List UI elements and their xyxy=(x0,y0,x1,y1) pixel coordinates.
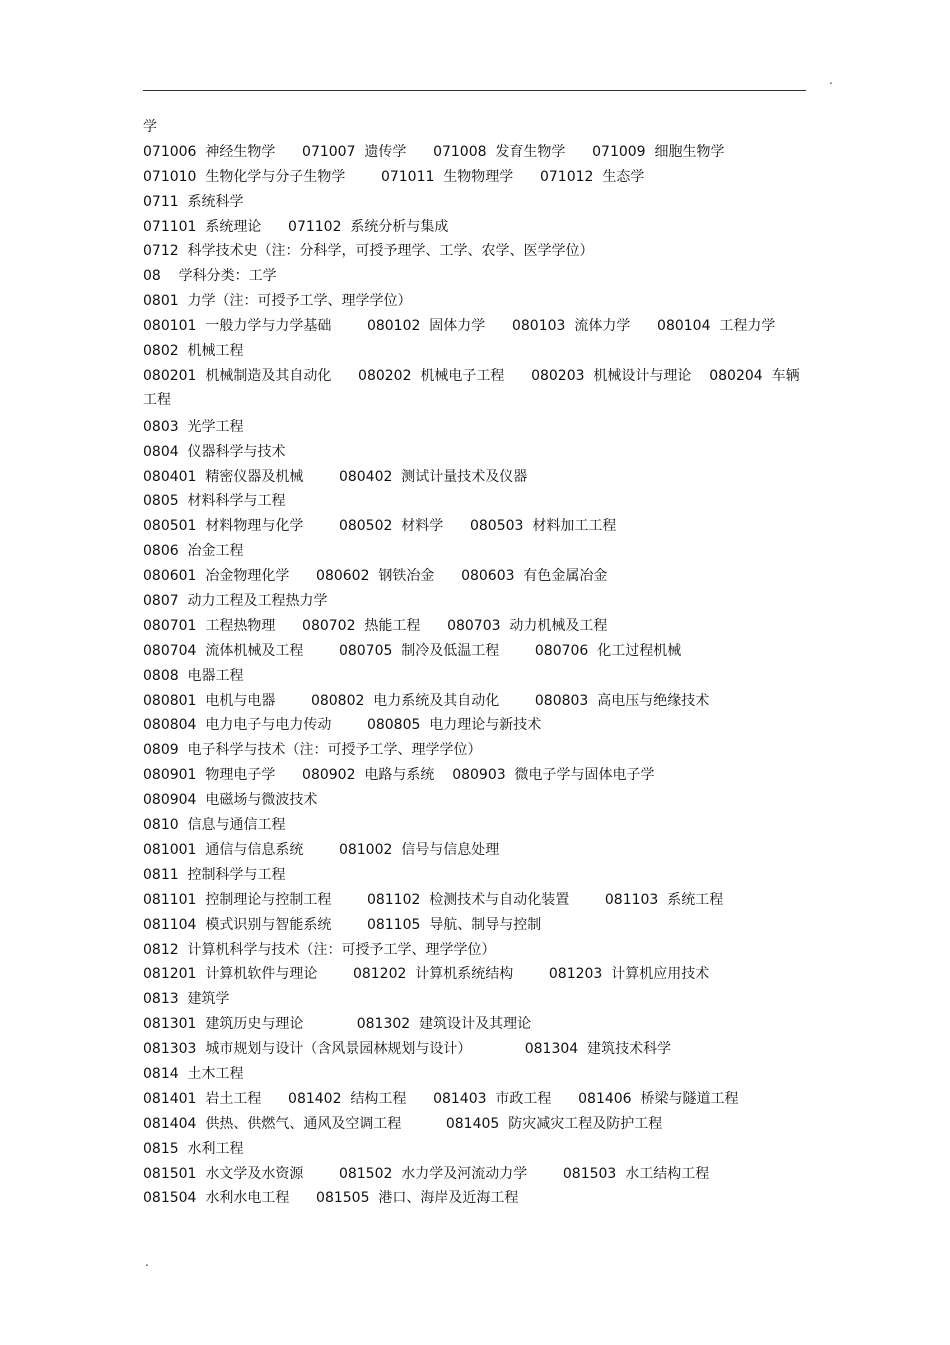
text-line: 081404 供热、供燃气、通风及空调工程 081405 防灾减灾工程及防护工程 xyxy=(143,1115,663,1132)
text-line: 080801 电机与电器 080802 电力系统及其自动化 080803 高电压与绝缘技术 xyxy=(143,692,710,709)
text-line: 0808 电器工程 xyxy=(143,667,244,684)
text-line: 0804 仪器科学与技术 xyxy=(143,443,286,460)
text-line: 0810 信息与通信工程 xyxy=(143,817,286,834)
header-dot: . xyxy=(829,73,833,87)
text-line: 0814 土木工程 xyxy=(143,1065,244,1082)
text-line: 081104 模式识别与智能系统 081105 导航、制导与控制 xyxy=(143,916,542,933)
text-line: 071010 生物化学与分子生物学 071011 生物物理学 071012 生态学 xyxy=(143,168,645,185)
text-line: 080701 工程热物理 080702 热能工程 080703 动力机械及工程 xyxy=(143,617,608,634)
document-body xyxy=(143,115,807,1211)
text-line: 080401 精密仪器及机械 080402 测试计量技术及仪器 xyxy=(143,468,528,485)
text-line: 0712 科学技术史（注：分科学，可授予理学、工学、农学、医学学位） xyxy=(143,243,594,260)
text-line: 071101 系统理论 071102 系统分析与集成 xyxy=(143,218,449,235)
text-line: 0807 动力工程及工程热力学 xyxy=(143,593,328,610)
text-line: 0711 系统科学 xyxy=(143,193,244,210)
text-line: 080904 电磁场与微波技术 xyxy=(143,792,318,809)
text-line: 081101 控制理论与控制工程 081102 检测技术与自动化装置 081103 系统工程 xyxy=(143,891,724,908)
text-line-continuation: 工程 xyxy=(143,391,171,408)
text-line: 080101 一般力学与力学基础 080102 固体力学 080103 流体力学 080104 工程力学 xyxy=(143,318,776,335)
text-line: 081001 通信与信息系统 081002 信号与信息处理 xyxy=(143,841,500,858)
text-line: 080704 流体机械及工程 080705 制冷及低温工程 080706 化工过程机械 xyxy=(143,642,682,659)
text-line: 0801 力学（注：可授予工学、理学学位） xyxy=(143,293,412,310)
text-line: 08 学科分类：工学 xyxy=(143,268,277,285)
text-line: 081303 城市规划与设计（含风景园林规划与设计） 081304 建筑技术科学 xyxy=(143,1041,672,1058)
text-line: 080601 冶金物理化学 080602 钢铁冶金 080603 有色金属冶金 xyxy=(143,568,608,585)
text-line: 081201 计算机软件与理论 081202 计算机系统结构 081203 计算机应用技术 xyxy=(143,966,710,983)
text-line: 071006 神经生物学 071007 遗传学 071008 发育生物学 071009 细胞生物学 xyxy=(143,143,725,160)
text-line: 081501 水文学及水资源 081502 水力学及河流动力学 081503 水工结构工程 xyxy=(143,1165,710,1182)
text-line: 0812 计算机科学与技术（注：可授予工学、理学学位） xyxy=(143,941,496,958)
text-line: 0806 冶金工程 xyxy=(143,543,244,560)
text-line: 0805 材料科学与工程 xyxy=(143,493,286,510)
text-line: 0813 建筑学 xyxy=(143,991,230,1008)
text-line: 081401 岩土工程 081402 结构工程 081403 市政工程 081406 桥梁与隧道工程 xyxy=(143,1090,739,1107)
text-line: 0809 电子科学与技术（注：可授予工学、理学学位） xyxy=(143,742,482,759)
text-line: 080501 材料物理与化学 080502 材料学 080503 材料加工工程 xyxy=(143,518,617,535)
text-line: 0803 光学工程 xyxy=(143,418,244,435)
text-line: 0802 机械工程 xyxy=(143,343,244,360)
header-rule xyxy=(143,90,806,91)
text-line: 081301 建筑历史与理论 081302 建筑设计及其理论 xyxy=(143,1016,532,1033)
text-line: 080201 机械制造及其自动化 080202 机械电子工程 080203 机械设计与理论 080204 车辆 xyxy=(143,367,800,384)
text-line: 0811 控制科学与工程 xyxy=(143,866,286,883)
footer-dot: . xyxy=(145,1255,149,1269)
text-line: 081504 水利水电工程 081505 港口、海岸及近海工程 xyxy=(143,1190,519,1207)
text-line: 学 xyxy=(143,119,157,135)
text-line: 0815 水利工程 xyxy=(143,1140,244,1157)
text-line: 080901 物理电子学 080902 电路与系统 080903 微电子学与固体电子学 xyxy=(143,767,655,784)
text-line: 080804 电力电子与电力传动 080805 电力理论与新技术 xyxy=(143,717,542,734)
